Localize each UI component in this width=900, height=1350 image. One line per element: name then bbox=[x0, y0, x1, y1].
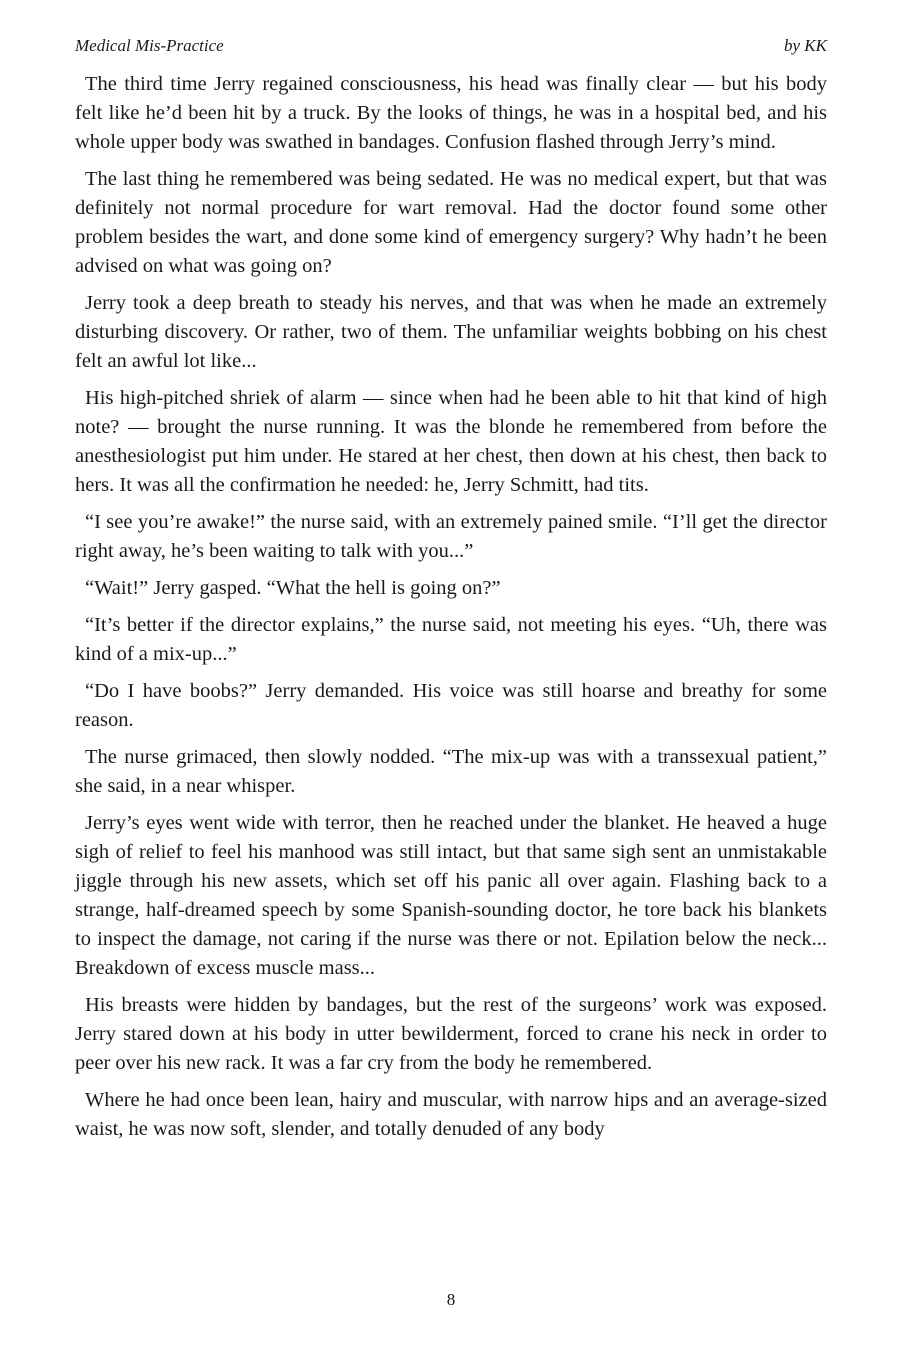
book-title: Medical Mis-Practice bbox=[75, 36, 224, 55]
paragraph: The third time Jerry regained consciousness, his head was finally clear — but his body felt like he’d been hit by a truck. By the looks of things, he was in a hospital bed, and his whole upper body was swathed in bandages. Confusion flashed through Jerry’s mind. bbox=[75, 73, 827, 153]
book-page bbox=[75, 0, 827, 1350]
paragraph: The last thing he remembered was being sedated. He was no medical expert, but that was definitely not normal procedure for wart removal. Had the doctor found some other problem besides the wart, and done some kind of emergency surgery? Why hadn’t he been advised on what was going on? bbox=[75, 168, 827, 277]
paragraph: “Wait!” Jerry gasped. “What the hell is going on?” bbox=[85, 577, 501, 599]
paragraph: His breasts were hidden by bandages, but the rest of the surgeons’ work was exposed. Jerry stared down at his body in utter bewilderment, forced to crane his neck in order to peer over his new rack. It was a far cry from the body he remembered. bbox=[75, 994, 827, 1074]
paragraph: “It’s better if the director explains,” the nurse said, not meeting his eyes. “Uh, there was kind of a mix-up...” bbox=[75, 614, 827, 665]
paragraph: “I see you’re awake!” the nurse said, with an extremely pained smile. “I’ll get the director right away, he’s been waiting to talk with you...” bbox=[75, 511, 827, 562]
paragraph: “Do I have boobs?” Jerry demanded. His voice was still hoarse and breathy for some reason. bbox=[75, 680, 827, 731]
paragraph: Where he had once been lean, hairy and muscular, with narrow hips and an average-sized waist, he was now soft, slender, and totally denuded of any body bbox=[75, 1089, 827, 1140]
body-text bbox=[75, 70, 827, 1152]
running-header bbox=[75, 36, 827, 58]
paragraph: Jerry took a deep breath to steady his nerves, and that was when he made an extremely disturbing discovery. Or rather, two of them. The unfamiliar weights bobbing on his chest felt an awful lot like... bbox=[75, 292, 827, 372]
paragraph: The nurse grimaced, then slowly nodded. “The mix-up was with a transsexual patient,” she said, in a near whisper. bbox=[75, 746, 827, 797]
page-number: 8 bbox=[446, 1290, 456, 1309]
paragraph: His high-pitched shriek of alarm — since when had he been able to hit that kind of high note? — brought the nurse running. It was the blonde he remembered from before the anesthesiologist put him under. He stared at her chest, then down at his chest, then back to hers. It was all the confirmation he needed: he, Jerry Schmitt, had tits. bbox=[75, 387, 827, 496]
book-author: by KK bbox=[784, 36, 827, 55]
paragraph: Jerry’s eyes went wide with terror, then he reached under the blanket. He heaved a huge sigh of relief to feel his manhood was still intact, but that same sigh sent an unmistakable jiggle through his new assets, which set off his panic all over again. Flashing back to a strange, half-dreamed speech by some Spanish-sounding doctor, he tore back his blankets to inspect the damage, not caring if the nurse was there or not. Epilation below the neck... Breakdown of excess muscle mass... bbox=[75, 812, 827, 979]
